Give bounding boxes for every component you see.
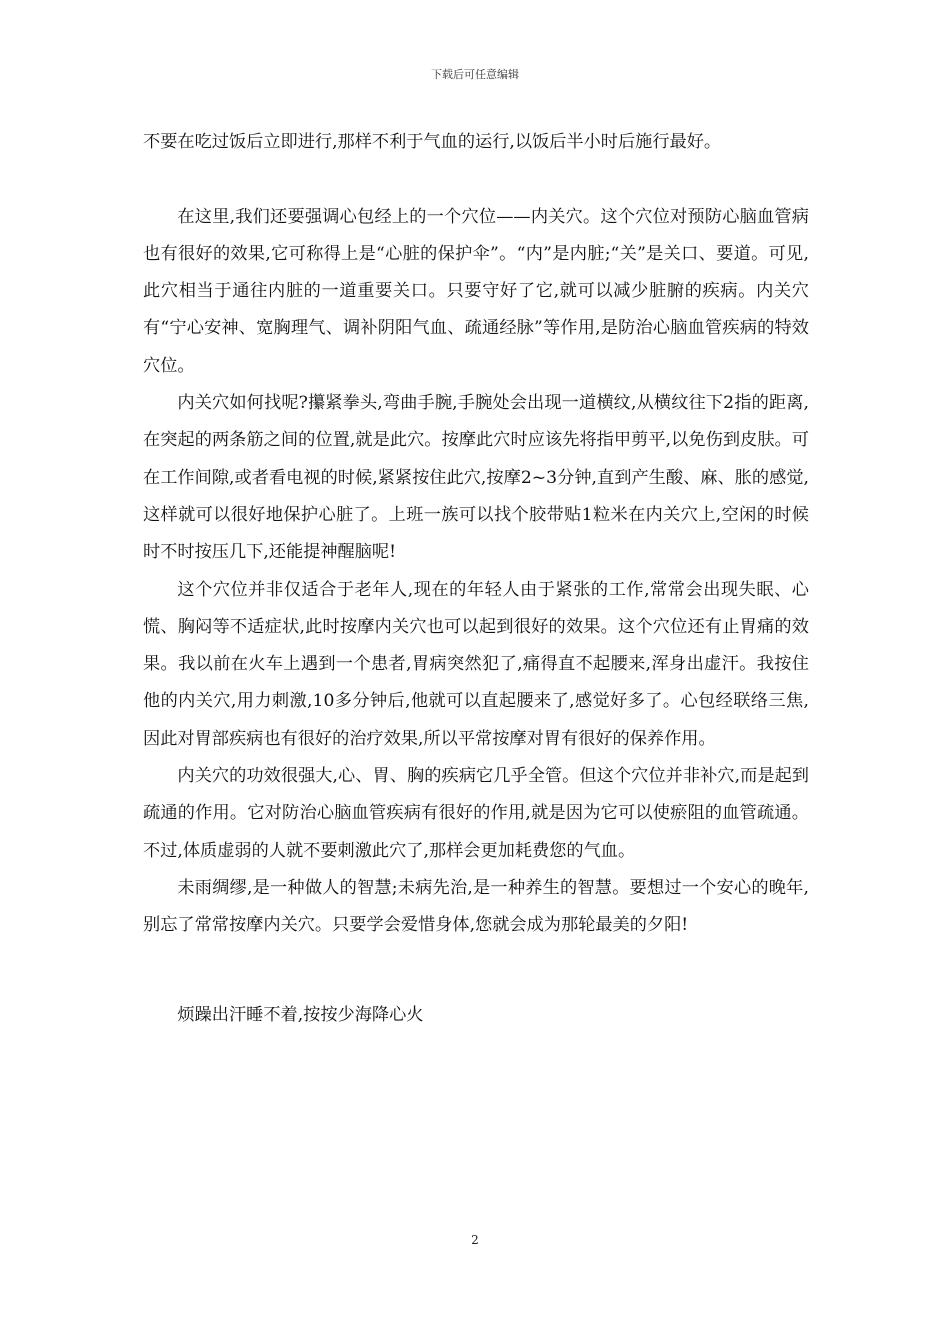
page-number: 2 <box>471 1233 479 1247</box>
paragraph-neiguan-intro: 在这里,我们还要强调心包经上的一个穴位——内关穴。这个穴位对预防心脑血管病也有很好的效果,它可称得上是“心脏的保护伞”。“内”是内脏;“关”是关口、要道。可见,此穴相当于通往内脏的一道重要关口。只要守好了它,就可以减少脏腑的疾病。内关穴有“宁心安神、宽胸理气、调补阴阳气血、疏通经脉”等作用,是防治心脑血管疾病的特效穴位。 <box>143 206 809 376</box>
paragraph-conclusion: 未雨绸缪,是一种做人的智慧;未病先治,是一种养生的智慧。要想过一个安心的晚年,别忘了常常按摩内关穴。只要学会爱惜身体,您就会成为那轮最美的夕阳! <box>143 877 809 936</box>
paragraph-neiguan-young-people: 这个穴位并非仅适合于老年人,现在的年轻人由于紧张的工作,常常会出现失眠、心慌、胸闷等不适症状,此时按摩内关穴也可以起到很好的效果。这个穴位还有止胃痛的效果。我以前在火车上遇到一个患者,胃病突然犯了,痛得直不起腰来,浑身出虚汗。我按住他的内关穴,用力刺激,10多分钟后,他就可以直起腰来了,感觉好多了。心包经联络三焦,因此对胃部疾病也有很好的治疗效果,所以平常按摩对胃有很好的保养作用。 <box>143 579 809 749</box>
section-heading: 烦躁出汗睡不着,按按少海降心火 <box>177 1004 424 1025</box>
paragraph-neiguan-function: 内关穴的功效很强大,心、胃、胸的疾病它几乎全管。但这个穴位并非补穴,而是起到疏通的作用。它对防治心脑血管疾病有很好的作用,就是因为它可以使瘀阻的血管疏通。不过,体质虚弱的人就不要刺激此穴了,那样会更加耗费您的气血。 <box>143 766 809 861</box>
paragraph-continuation: 不要在吃过饭后立即进行,那样不利于气血的运行,以饭后半小时后施行最好。 <box>143 132 722 152</box>
page-header: 下载后可任意编辑 <box>431 68 519 81</box>
paragraph-neiguan-location: 内关穴如何找呢?攥紧拳头,弯曲手腕,手腕处会出现一道横纹,从横纹往下2指的距离,在突起的两条筋之间的位置,就是此穴。按摩此穴时应该先将指甲剪平,以免伤到皮肤。可在工作间隙,或者看电视的时候,紧紧按住此穴,按摩2~3分钟,直到产生酸、麻、胀的感觉,这样就可以很好地保护心脏了。上班一族可以找个胶带贴1粒米在内关穴上,空闲的时候时不时按压几下,还能提神醒脑呢! <box>143 393 809 563</box>
document-body <box>143 124 809 1034</box>
